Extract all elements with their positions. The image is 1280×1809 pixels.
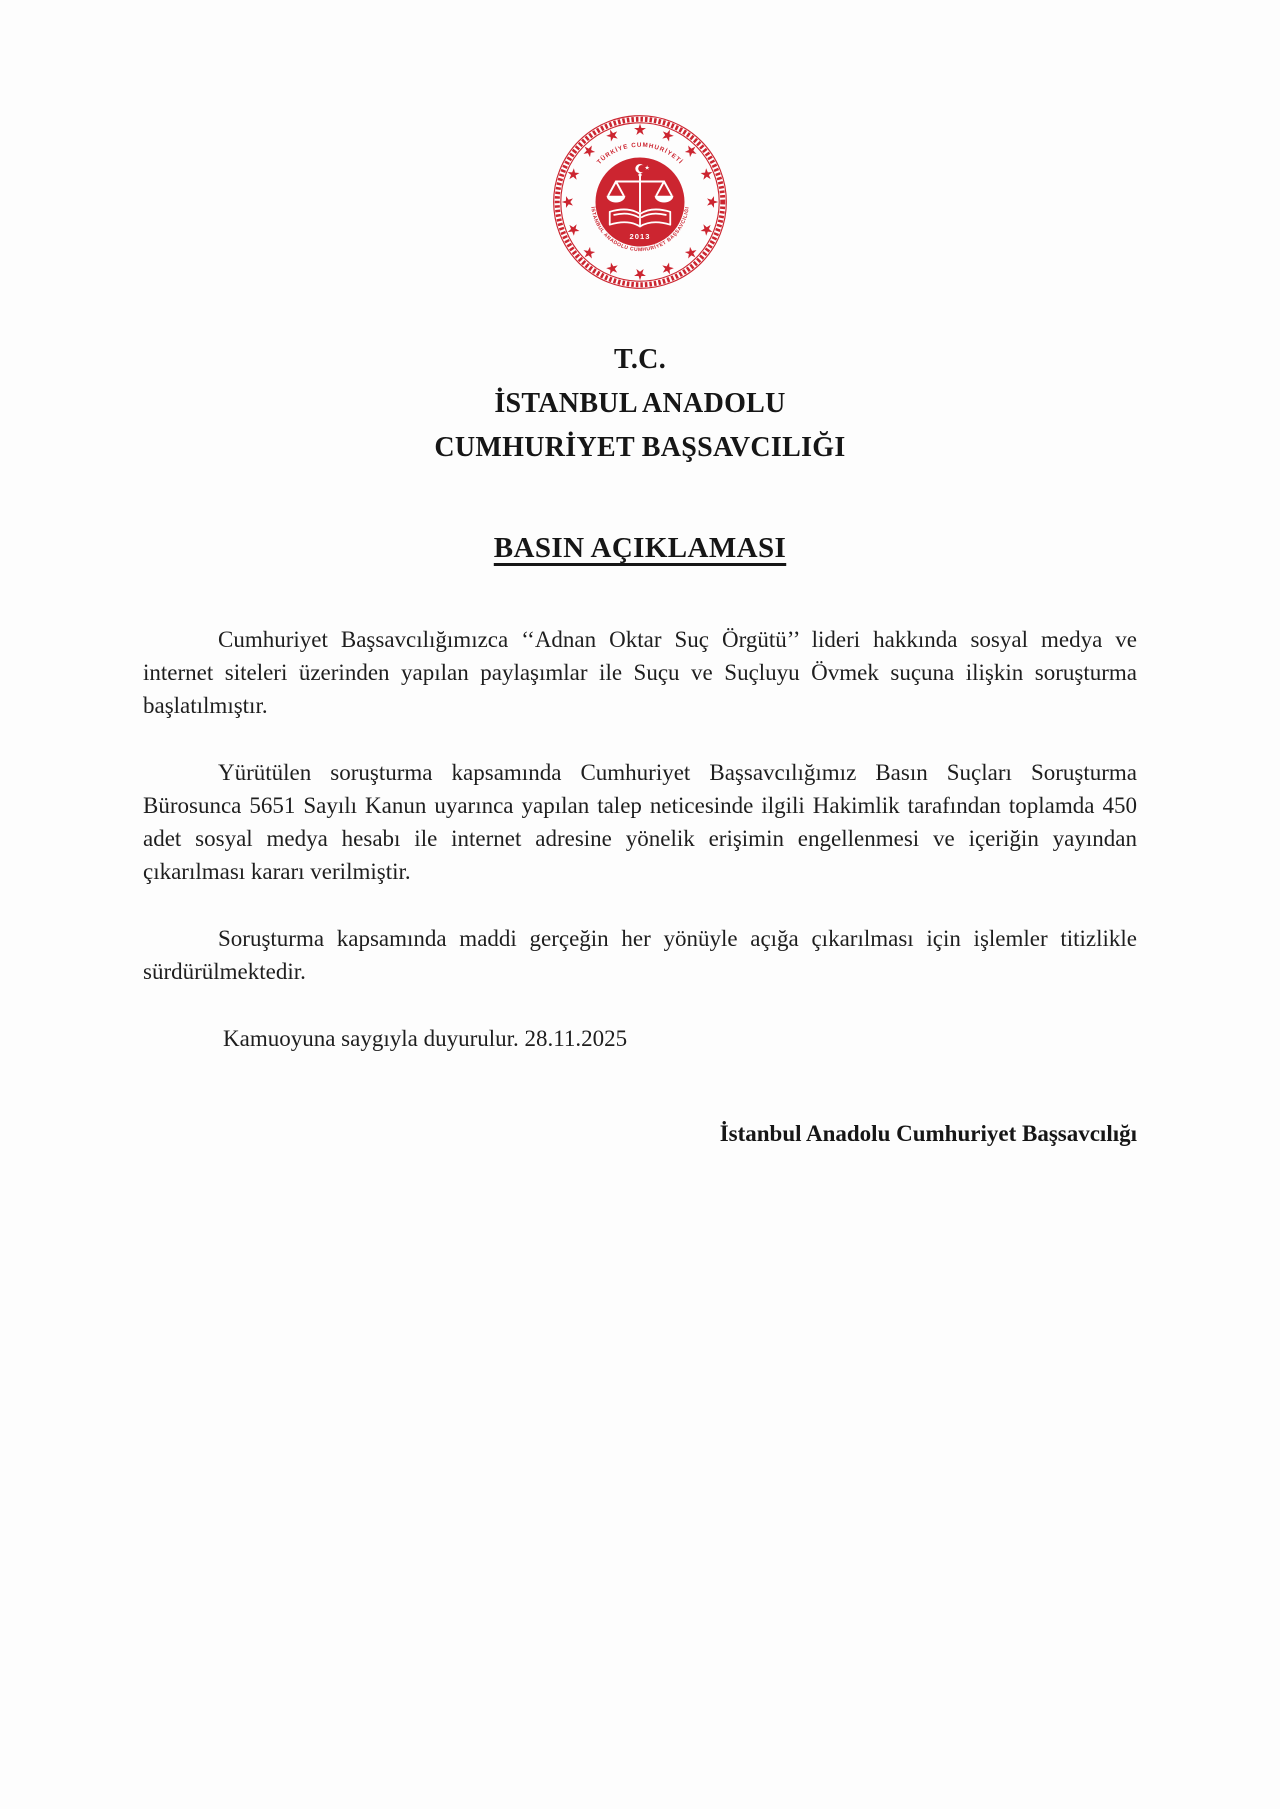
letterhead bbox=[0, 338, 1280, 470]
letterhead-city: İSTANBUL ANADOLU bbox=[494, 388, 786, 419]
prosecutors-office-seal-icon bbox=[551, 113, 729, 291]
seal-year: 2013 bbox=[629, 231, 651, 241]
paragraph-3: Soruşturma kapsamında maddi gerçeğin her yönüyle açığa çıkarılması için işlemler titizlikle sürdürülmektedir. bbox=[143, 926, 1137, 984]
closing-date-line: Kamuoyuna saygıyla duyurulur. 28.11.2025 bbox=[223, 1026, 628, 1051]
paragraph-1: Cumhuriyet Başsavcılığımızca ‘‘Adnan Oktar Suç Örgütü’’ lideri hakkında sosyal medya ve internet siteleri üzerinden yapılan paylaşımlar ile Suçu ve Suçluyu Övmek suçuna ilişkin soruşturma başlatılmıştır. bbox=[143, 627, 1137, 718]
emblem-logo bbox=[0, 0, 1280, 296]
paragraph-2: Yürütülen soruşturma kapsamında Cumhuriyet Başsavcılığımız Basın Suçları Soruşturma Bürosunca 5651 Sayılı Kanun uyarınca yapılan talep neticesinde ilgili Hakimlik tarafından toplamda 450 adet sosyal medya hesabı ile internet adresine yönelik erişimin engellenmesi ve içeriğin yayından çıkarılması kararı verilmiştir. bbox=[143, 760, 1137, 884]
document-body bbox=[143, 623, 1137, 988]
document-title bbox=[0, 532, 1280, 565]
seal-top-caption: TÜRKİYE CUMHURİYETİ bbox=[595, 141, 685, 166]
letterhead-tc: T.C. bbox=[613, 344, 667, 375]
document-title-text: BASIN AÇIKLAMASI bbox=[493, 532, 787, 564]
letterhead-office: CUMHURİYET BAŞSAVCILIĞI bbox=[434, 432, 846, 463]
signature: İstanbul Anadolu Cumhuriyet Başsavcılığı bbox=[719, 1121, 1137, 1146]
seal-bottom-caption: İSTANBUL ANADOLU CUMHURİYET BAŞSAVCILIĞI bbox=[589, 206, 691, 254]
